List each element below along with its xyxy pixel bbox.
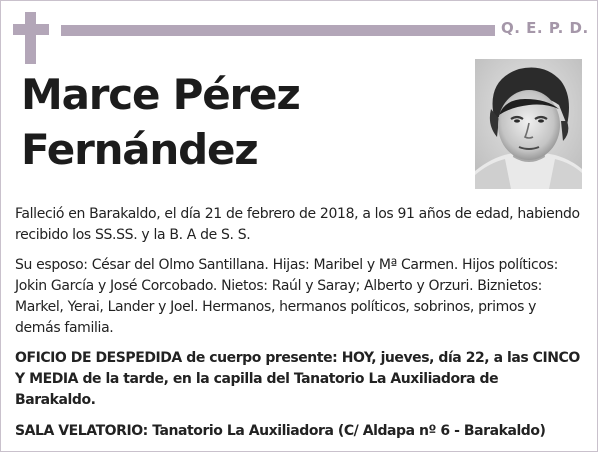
funeral-service-paragraph: OFICIO DE DESPEDIDA de cuerpo presente: HOY, jueves, día 22, a las CINCO Y MEDIA de la tarde, en la capilla del Tanatorio La Auxiliadora de Barakaldo. xyxy=(15,350,580,408)
name-line-2: Fernández xyxy=(21,125,258,174)
header-rule xyxy=(61,25,495,36)
name-line-1: Marce Pérez xyxy=(21,70,300,119)
wake-room-paragraph: SALA VELATORIO: Tanatorio La Auxiliadora (C/ Aldapa nº 6 - Barakaldo) xyxy=(15,423,546,439)
death-notice-paragraph: Falleció en Barakaldo, el día 21 de febrero de 2018, a los 91 años de edad, habiendo recibido los SS.SS. y la B. A de S. S. xyxy=(15,206,580,243)
family-paragraph: Su esposo: César del Olmo Santillana. Hijas: Maribel y Mª Carmen. Hijos políticos: Jokin García y José Corcobado. Nietos: Raúl y Saray; Alberto y Orzuri. Biznietos: Markel, Yerai, Lander y Joel. Hermanos, hermanos políticos, sobrinos, primos y demás familia. xyxy=(15,257,558,336)
deceased-name xyxy=(21,67,300,177)
qepd-label: Q. E. P. D. xyxy=(501,19,589,37)
cross-icon xyxy=(13,12,49,64)
portrait-photo xyxy=(475,59,582,189)
